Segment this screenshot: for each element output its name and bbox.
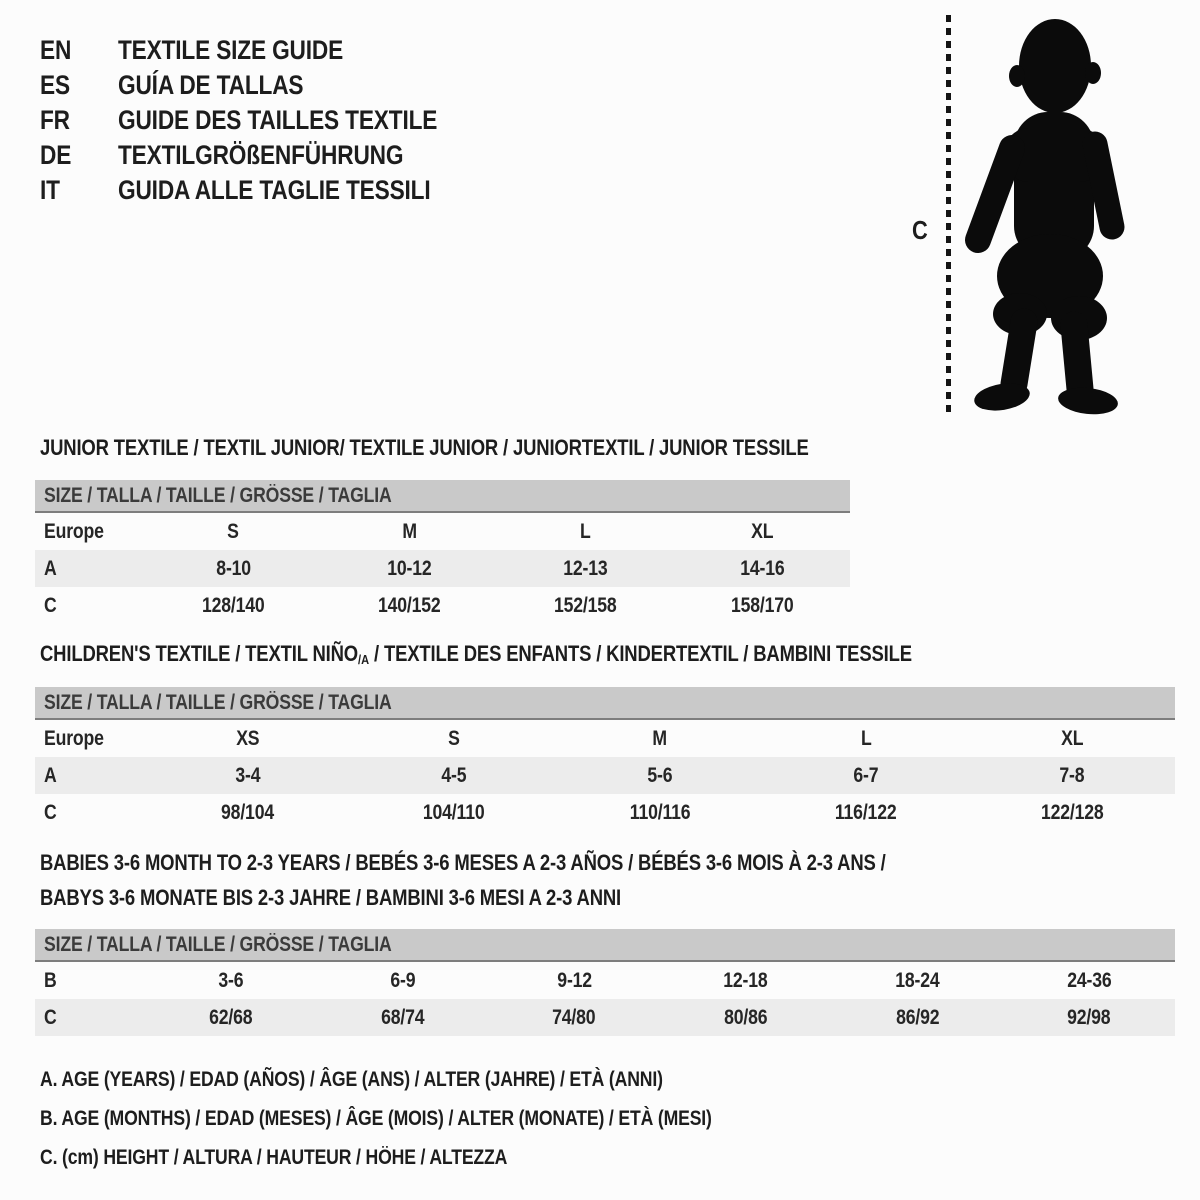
language-title: GUÍA DE TALLAS [118, 70, 304, 100]
height-cell: 74/80 [552, 1005, 596, 1029]
height-cell: 116/122 [835, 800, 897, 824]
table-row [35, 720, 1175, 757]
language-row-en [40, 36, 386, 66]
size-header-bar [35, 929, 1175, 962]
size-cell: L [860, 726, 872, 750]
language-title: GUIDA ALLE TAGLIE TESSILI [118, 175, 431, 205]
row-label: Europe [44, 519, 104, 543]
language-title: GUIDE DES TAILLES TEXTILE [118, 105, 438, 135]
height-cell: 152/158 [554, 593, 617, 617]
age-cell: 24-36 [1067, 968, 1112, 992]
size-cell: XL [750, 519, 773, 543]
junior-size-table [35, 480, 850, 624]
language-code: DE [40, 140, 72, 170]
size-cell: M [402, 519, 417, 543]
language-code: ES [40, 70, 70, 100]
size-header-label: SIZE / TALLA / TAILLE / GRÖSSE / TAGLIA [44, 690, 392, 714]
height-cell: 110/116 [629, 800, 691, 824]
age-cell: 8-10 [215, 556, 251, 580]
size-header-bar [35, 480, 850, 513]
age-cell: 4-5 [441, 763, 467, 787]
age-cell: 3-6 [218, 968, 244, 992]
height-cell: 104/110 [423, 800, 485, 824]
table-row [35, 999, 1175, 1036]
babies-size-table [35, 929, 1175, 1036]
language-code: IT [40, 175, 60, 205]
size-header-label: SIZE / TALLA / TAILLE / GRÖSSE / TAGLIA [44, 483, 392, 507]
row-label: B [44, 968, 57, 992]
language-row-it [40, 176, 490, 206]
language-row-es [40, 71, 339, 101]
height-cell: 158/170 [730, 593, 794, 617]
row-label: C [44, 593, 57, 617]
row-label: C [44, 1005, 57, 1029]
table-row [35, 962, 1175, 999]
size-cell: XS [236, 726, 260, 750]
language-code: FR [40, 105, 70, 135]
age-cell: 12-18 [723, 968, 768, 992]
age-cell: 5-6 [647, 763, 673, 787]
height-cell: 80/86 [724, 1005, 768, 1029]
height-cell: 62/68 [209, 1005, 253, 1029]
table-row [35, 757, 1175, 794]
size-cell: XL [1060, 726, 1084, 750]
age-cell: 10-12 [387, 556, 432, 580]
language-row-de [40, 141, 458, 171]
size-cell: L [580, 519, 591, 543]
babies-section-title-line2: BABYS 3-6 MONATE BIS 2-3 JAHRE / BAMBINI 3-6 MESI A 2-3 ANNI [40, 885, 622, 910]
height-cell: 98/104 [221, 800, 275, 824]
size-cell: S [448, 726, 460, 750]
language-code: EN [40, 35, 72, 65]
size-cell: M [652, 726, 668, 750]
height-cell: 86/92 [895, 1005, 940, 1029]
row-label: A [44, 763, 57, 787]
legend-height-cm: C. (cm) HEIGHT / ALTURA / HAUTEUR / HÖHE / ALTEZZA [40, 1146, 508, 1169]
height-label: C [912, 215, 928, 245]
height-cell: 92/98 [1067, 1005, 1111, 1029]
row-label: C [44, 800, 57, 824]
age-cell: 14-16 [739, 556, 785, 580]
language-title: TEXTILE SIZE GUIDE [118, 35, 344, 65]
language-title: TEXTILGRÖßENFÜHRUNG [118, 140, 404, 170]
age-cell: 18-24 [895, 968, 940, 992]
age-cell: 6-9 [390, 968, 416, 992]
babies-section-title-line1: BABIES 3-6 MONTH TO 2-3 YEARS / BEBÉS 3-6 MESES A 2-3 AÑOS / BÉBÉS 3-6 MOIS À 2-3 ANS / [40, 850, 886, 875]
language-row-fr [40, 106, 498, 136]
height-cell: 140/152 [378, 593, 441, 617]
size-cell: S [227, 519, 239, 543]
toddler-silhouette-icon [962, 16, 1134, 416]
height-cell: 68/74 [380, 1005, 425, 1029]
children-size-table [35, 687, 1175, 831]
junior-section-title: JUNIOR TEXTILE / TEXTIL JUNIOR/ TEXTILE JUNIOR / JUNIORTEXTIL / JUNIOR TESSILE [40, 435, 809, 460]
size-header-label: SIZE / TALLA / TAILLE / GRÖSSE / TAGLIA [44, 932, 392, 956]
table-row [35, 513, 850, 550]
children-section-title: CHILDREN'S TEXTILE / TEXTIL NIÑO/A / TEXTILE DES ENFANTS / KINDERTEXTIL / BAMBINI TESSILE [40, 641, 912, 667]
age-cell: 7-8 [1059, 763, 1085, 787]
age-cell: 3-4 [235, 763, 261, 787]
table-row [35, 794, 1175, 831]
age-cell: 6-7 [853, 763, 879, 787]
legend-age-years: A. AGE (YEARS) / EDAD (AÑOS) / ÂGE (ANS) / ALTER (JAHRE) / ETÀ (ANNI) [40, 1068, 663, 1091]
size-header-bar [35, 687, 1175, 720]
row-label: A [44, 556, 57, 580]
table-row [35, 587, 850, 624]
legend-age-months: B. AGE (MONTHS) / EDAD (MESES) / ÂGE (MOIS) / ALTER (MONATE) / ETÀ (MESI) [40, 1107, 712, 1130]
age-cell: 12-13 [563, 556, 608, 580]
table-row [35, 550, 850, 587]
age-cell: 9-12 [556, 968, 592, 992]
height-measure-dashed-line [946, 15, 951, 417]
height-cell: 122/128 [1040, 800, 1104, 824]
row-label: Europe [44, 726, 104, 750]
height-cell: 128/140 [201, 593, 265, 617]
